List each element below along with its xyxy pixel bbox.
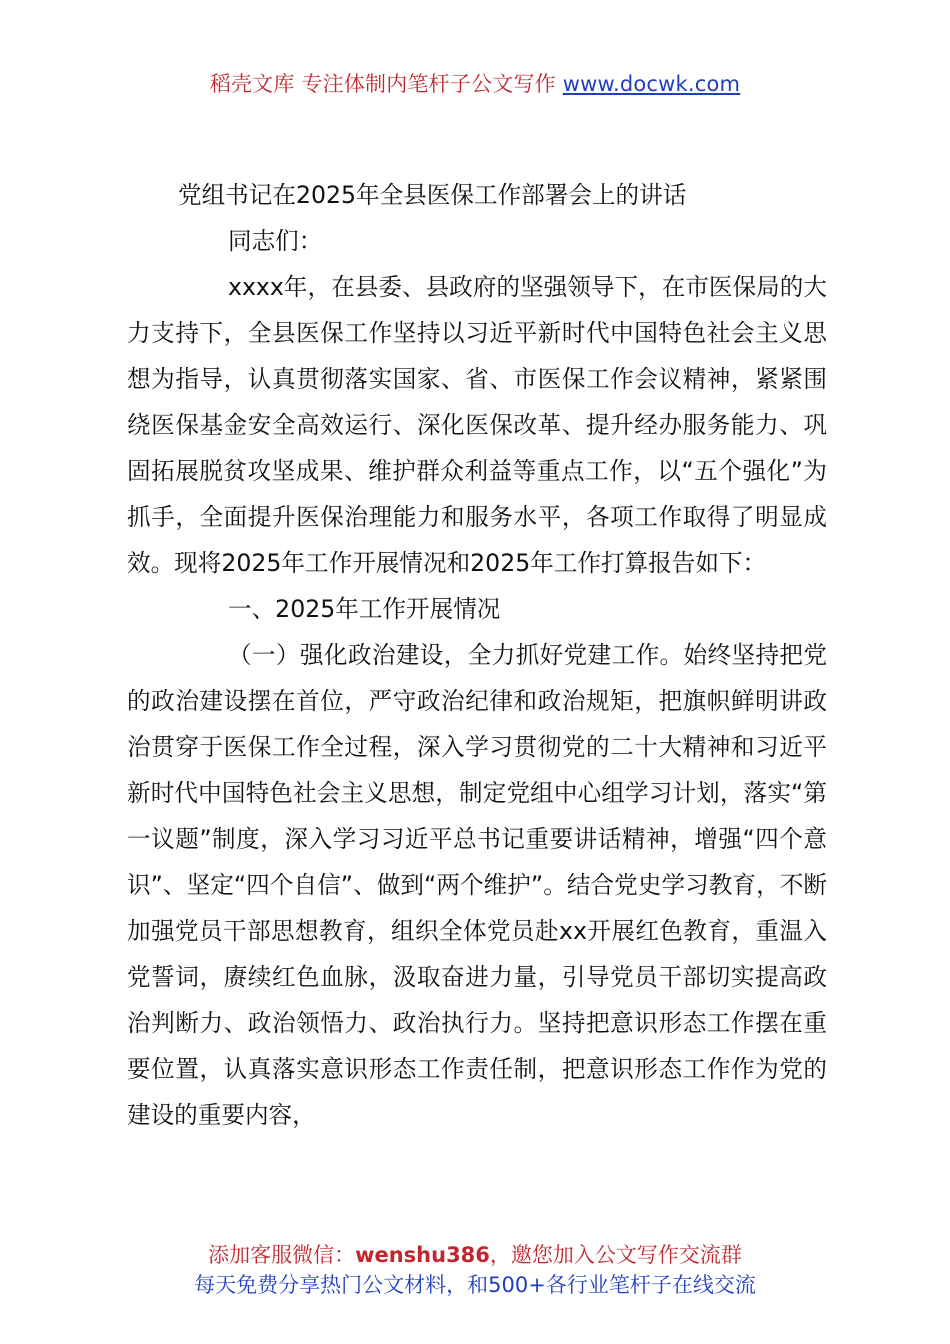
site-footer	[0, 1240, 950, 1300]
salutation: 同志们：	[228, 227, 323, 255]
section-heading: 一、2025年工作开展情况	[228, 595, 501, 623]
footer-promo-line: 每天免费分享热门公文材料，和500+各行业笔杆子在线交流	[194, 1273, 756, 1297]
footer-contact-line	[0, 1240, 950, 1270]
footer-contact-suffix: ，邀您加入公文写作交流群	[489, 1243, 742, 1267]
document-body	[127, 172, 827, 1138]
paragraph-intro: xxxx年，在县委、县政府的坚强领导下，在市医保局的大力支持下，全县医保工作坚持以习近平新时代中国特色社会主义思想为指导，认真贯彻落实国家、省、市医保工作会议精神，紧紧围绕医保基金安全高效运行、深化医保改革、提升经办服务能力、巩固拓展脱贫攻坚成果、维护群众利益等重点工作，以“五个强化”为抓手，全面提升医保治理能力和服务水平，各项工作取得了明显成效。现将2025年工作开展情况和2025年工作打算报告如下：	[127, 273, 827, 577]
wechat-id: wenshu386	[355, 1243, 490, 1267]
site-header	[0, 68, 950, 98]
site-link[interactable]: www.docwk.com	[562, 72, 741, 96]
document-title: 党组书记在2025年全县医保工作部署会上的讲话	[178, 181, 687, 209]
header-slogan: 稻壳文库 专注体制内笔杆子公文写作	[209, 72, 556, 96]
paragraph-political-building: （一）强化政治建设，全力抓好党建工作。始终坚持把党的政治建设摆在首位，严守政治纪律和政治规矩，把旗帜鲜明讲政治贯穿于医保工作全过程，深入学习贯彻党的二十大精神和习近平新时代中国特色社会主义思想，制定党组中心组学习计划，落实“第一议题”制度，深入学习习近平总书记重要讲话精神，增强“四个意识”、坚定“四个自信”、做到“两个维护”。结合党史学习教育，不断加强党员干部思想教育，组织全体党员赴xx开展红色教育，重温入党誓词，赓续红色血脉，汲取奋进力量，引导党员干部切实提高政治判断力、政治领悟力、政治执行力。坚持把意识形态工作摆在重要位置，认真落实意识形态工作责任制，把意识形态工作作为党的建设的重要内容，	[127, 641, 827, 1129]
footer-contact-prefix: 添加客服微信：	[208, 1243, 356, 1267]
